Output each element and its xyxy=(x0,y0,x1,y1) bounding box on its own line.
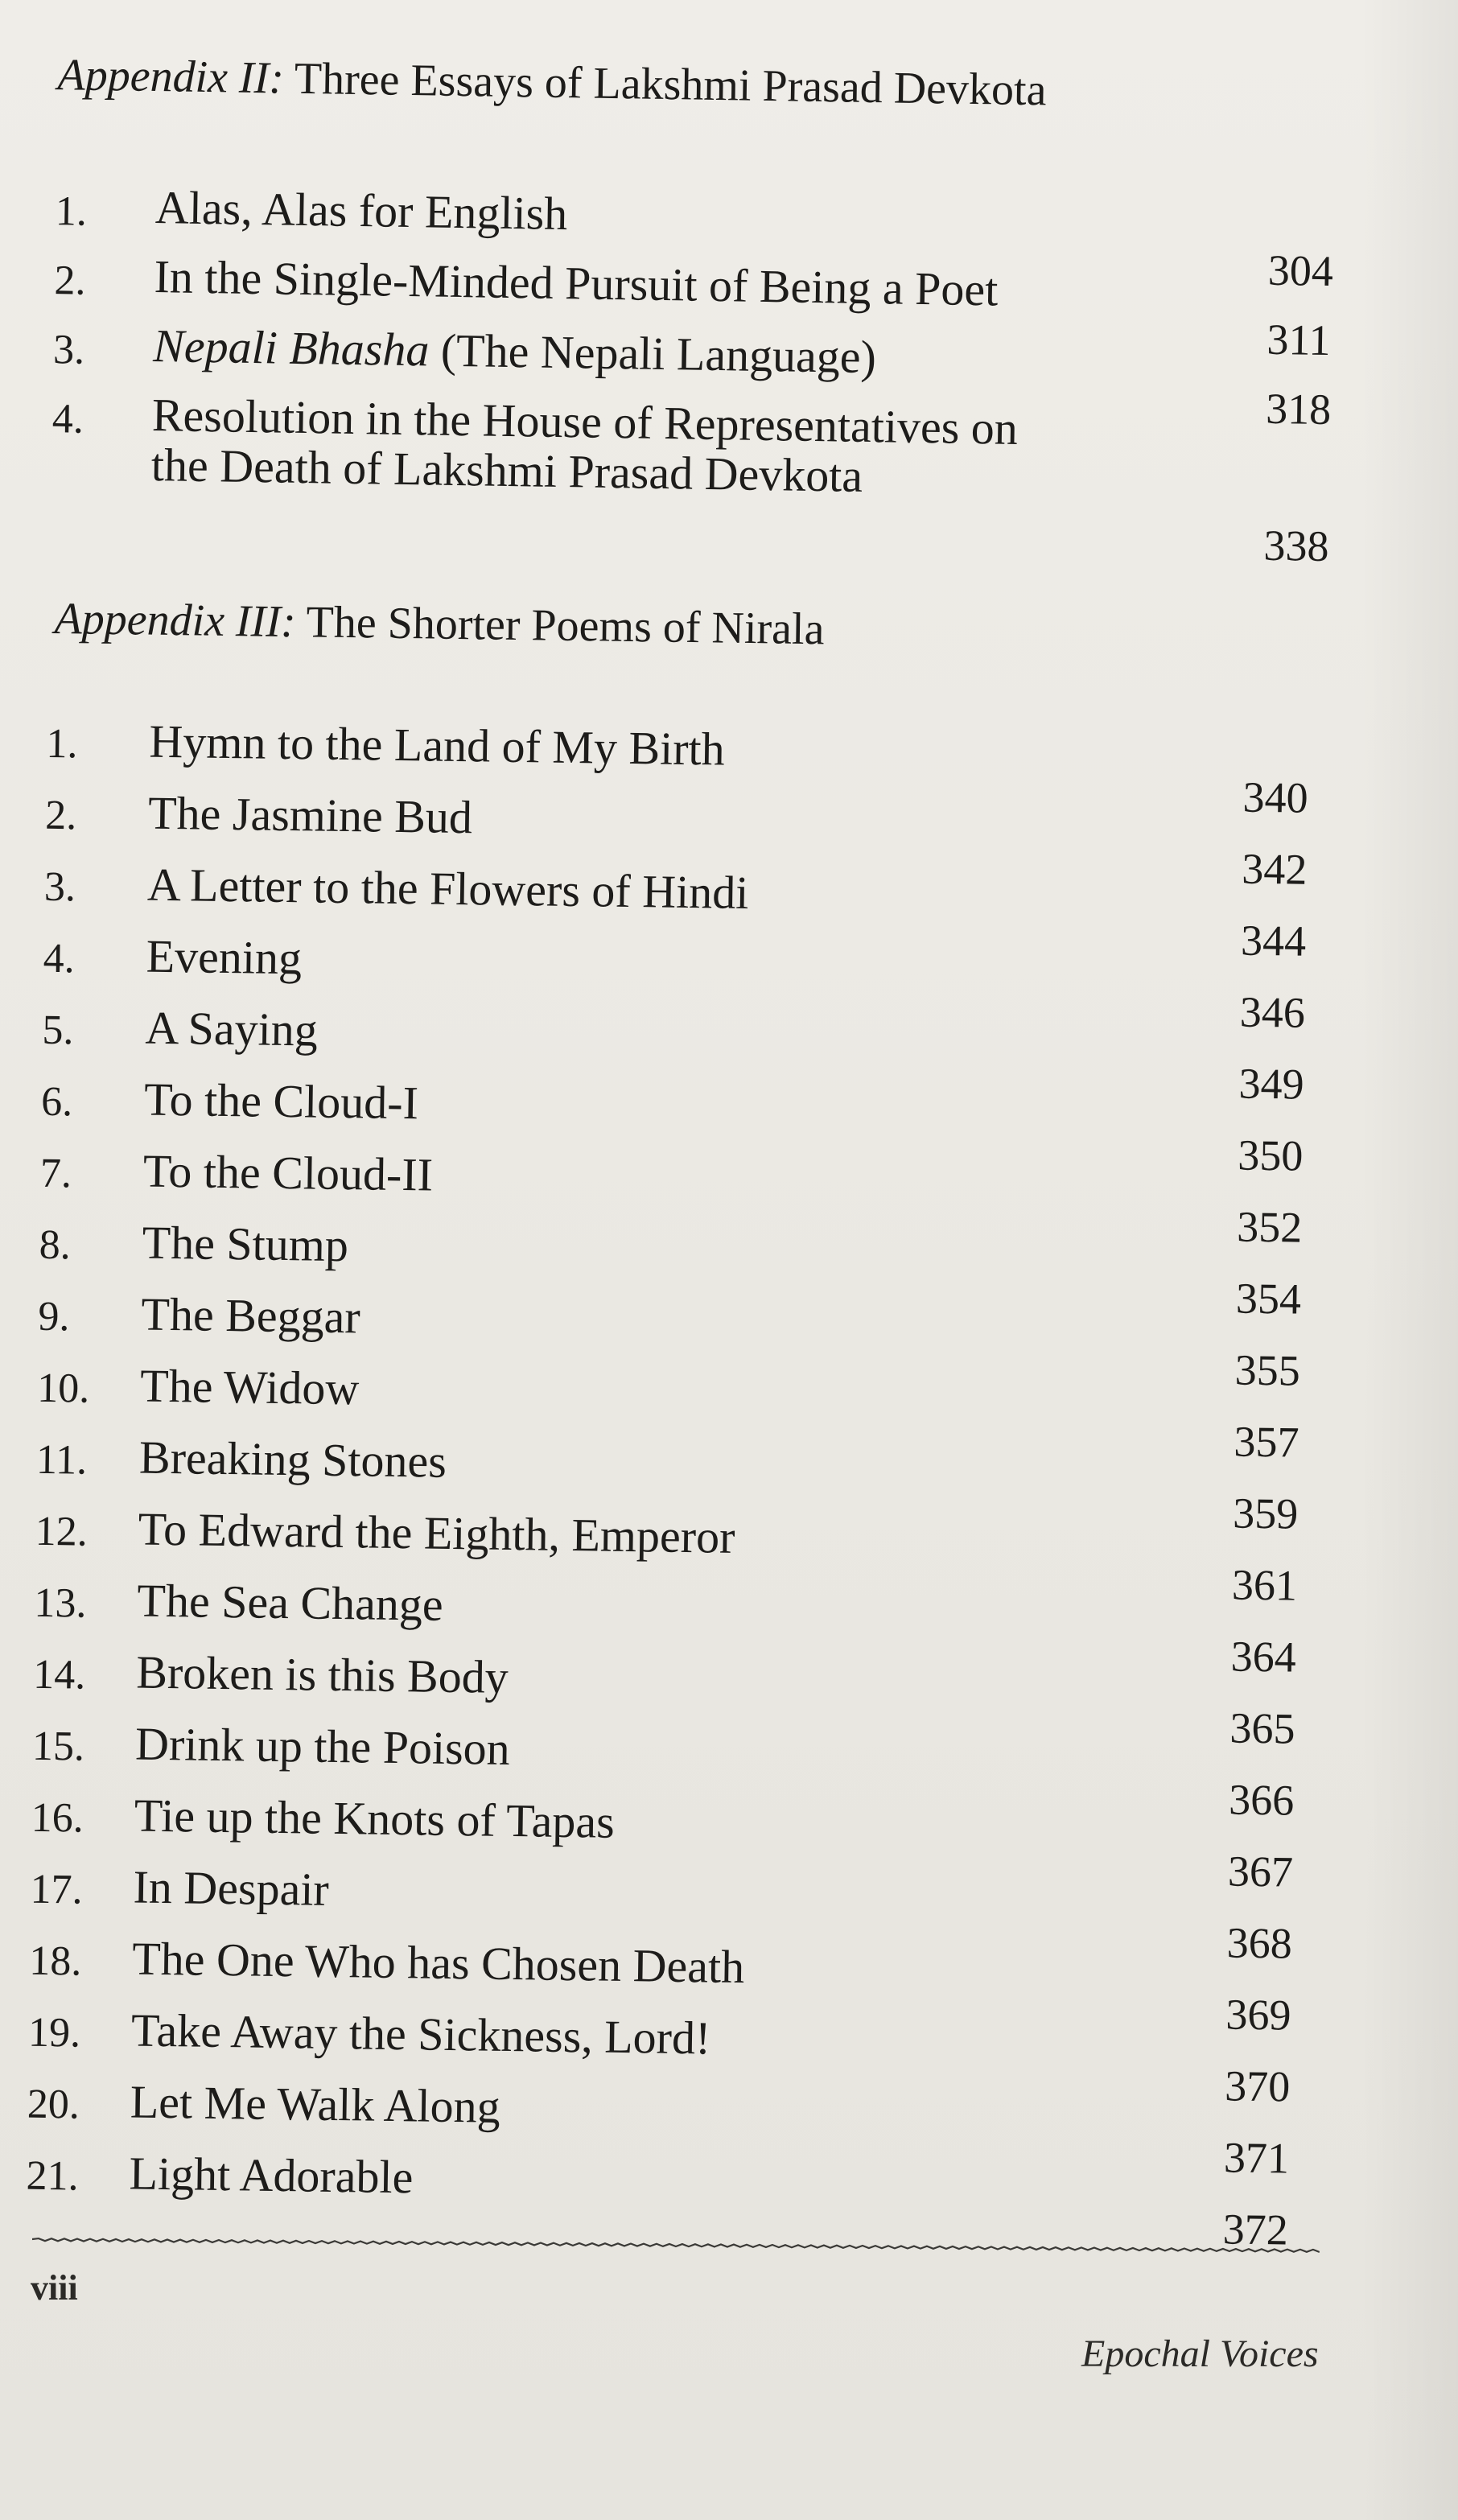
wavy-rule-line xyxy=(32,2238,1320,2252)
entry-title: Broken is this Body xyxy=(135,1645,509,1703)
entry-number: 15. xyxy=(31,1723,85,1770)
entry-number: 1. xyxy=(46,720,78,768)
appendix-iii-section xyxy=(0,593,1458,2254)
entry-title: The Widow xyxy=(139,1359,360,1415)
entry-title: Hymn to the Land of My Birth xyxy=(149,714,726,776)
toc-entry[interactable] xyxy=(0,388,1452,571)
entry-title: A Saying xyxy=(145,1001,319,1056)
entry-page: 346 xyxy=(1239,987,1306,1037)
appendix-iii-label: Appendix III: xyxy=(54,593,297,648)
entry-number: 4. xyxy=(43,935,76,982)
entry-page: 370 xyxy=(1224,2061,1291,2111)
entry-title: To Edward the Eighth, Emperor xyxy=(138,1502,735,1563)
entry-number: 3. xyxy=(43,863,76,911)
entry-title: Let Me Walk Along xyxy=(130,2075,501,2133)
page-number-folio: viii xyxy=(31,2268,78,2308)
entry-page: 369 xyxy=(1225,1990,1291,2040)
entry-number: 19. xyxy=(27,2009,81,2057)
appendix-ii-label: Appendix II: xyxy=(57,50,285,104)
entry-page: 349 xyxy=(1238,1059,1305,1109)
entry-number: 20. xyxy=(27,2081,80,2128)
entry-title: To the Cloud-II xyxy=(142,1144,434,1201)
entry-number: 2. xyxy=(44,792,77,839)
entry-title: In the Single-Minded Pursuit of Being a Poet xyxy=(154,250,999,316)
entry-number: 5. xyxy=(42,1007,74,1054)
entry-number: 8. xyxy=(39,1221,72,1269)
appendix-ii-heading xyxy=(57,50,1047,116)
appendix-ii-section xyxy=(0,50,1458,571)
entry-number: 17. xyxy=(30,1866,83,1913)
entry-number: 10. xyxy=(36,1365,90,1412)
entry-page: 359 xyxy=(1232,1489,1299,1538)
entry-title: The Beggar xyxy=(141,1287,361,1344)
appendix-ii-title: Three Essays of Lakshmi Prasad Devkota xyxy=(294,53,1047,116)
entry-page: 352 xyxy=(1236,1202,1303,1252)
decorative-wavy-rule xyxy=(32,2235,1320,2254)
entry-number: 7. xyxy=(39,1150,72,1197)
entry-title: In Despair xyxy=(133,1860,330,1916)
entry-page: 344 xyxy=(1240,916,1307,966)
entry-title: Evening xyxy=(146,929,303,985)
entry-title: The Sea Change xyxy=(137,1574,444,1631)
entry-title: The Jasmine Bud xyxy=(147,786,473,844)
entry-page: 365 xyxy=(1229,1703,1295,1753)
entry-title-rest: (The Nepali Language) xyxy=(428,323,877,384)
entry-page: 366 xyxy=(1228,1775,1295,1825)
entry-title: To the Cloud-I xyxy=(143,1073,419,1130)
entry-title: Light Adorable xyxy=(129,2147,414,2204)
entry-number: 3. xyxy=(52,327,85,373)
entry-number: 2. xyxy=(54,257,86,304)
entry-number: 16. xyxy=(31,1794,84,1842)
appendix-iii-title: The Shorter Poems of Nirala xyxy=(306,597,825,655)
entry-page: 367 xyxy=(1227,1847,1294,1896)
entry-number: 18. xyxy=(28,1937,82,1985)
running-title: Epochal Voices xyxy=(1081,2333,1319,2375)
entry-page: 342 xyxy=(1241,844,1308,894)
entry-page: 361 xyxy=(1231,1560,1298,1610)
entry-page: 304 xyxy=(1267,245,1334,296)
entry-number: 13. xyxy=(34,1579,87,1627)
entry-number: 12. xyxy=(35,1508,89,1555)
entry-page: 364 xyxy=(1230,1632,1297,1682)
entry-page: 318 xyxy=(1265,384,1332,434)
entry-page: 357 xyxy=(1234,1417,1299,1467)
entry-page: 368 xyxy=(1226,1918,1293,1968)
entry-title xyxy=(153,321,877,382)
entry-number: 11. xyxy=(35,1436,88,1484)
entry-number: 14. xyxy=(32,1651,86,1699)
entry-page: 354 xyxy=(1235,1274,1302,1324)
entry-title: Tie up the Knots of Tapas xyxy=(134,1789,616,1848)
entry-number: 9. xyxy=(38,1293,70,1340)
toc-entry[interactable] xyxy=(0,2147,1436,2254)
entry-page: 338 xyxy=(1263,521,1330,571)
entry-number: 1. xyxy=(55,188,88,235)
entry-title: Resolution in the House of Representatives on xyxy=(151,389,1019,455)
entry-page: 371 xyxy=(1223,2133,1290,2183)
entry-number: 4. xyxy=(51,396,84,443)
entry-title-line2: the Death of Lakshmi Prasad Devkota xyxy=(150,439,863,502)
entry-title: Breaking Stones xyxy=(138,1431,447,1488)
entry-title: A Letter to the Flowers of Hindi xyxy=(146,858,749,920)
entry-page: 311 xyxy=(1266,315,1332,365)
entry-title: Alas, Alas for English xyxy=(154,181,568,241)
entry-title: Drink up the Poison xyxy=(134,1717,511,1775)
entry-title-italic: Nepali Bhasha xyxy=(152,319,430,377)
entry-number: 6. xyxy=(40,1078,73,1126)
entry-title: The Stump xyxy=(142,1216,349,1272)
entry-title: Take Away the Sickness, Lord! xyxy=(130,2003,711,2065)
appendix-iii-heading xyxy=(54,593,825,655)
entry-page: 350 xyxy=(1238,1130,1304,1180)
entry-title: The One Who has Chosen Death xyxy=(131,1932,745,1994)
entry-page: 372 xyxy=(1222,2205,1289,2254)
entry-page: 355 xyxy=(1234,1345,1301,1395)
entry-page: 340 xyxy=(1242,772,1309,822)
entry-number: 21. xyxy=(26,2152,79,2200)
